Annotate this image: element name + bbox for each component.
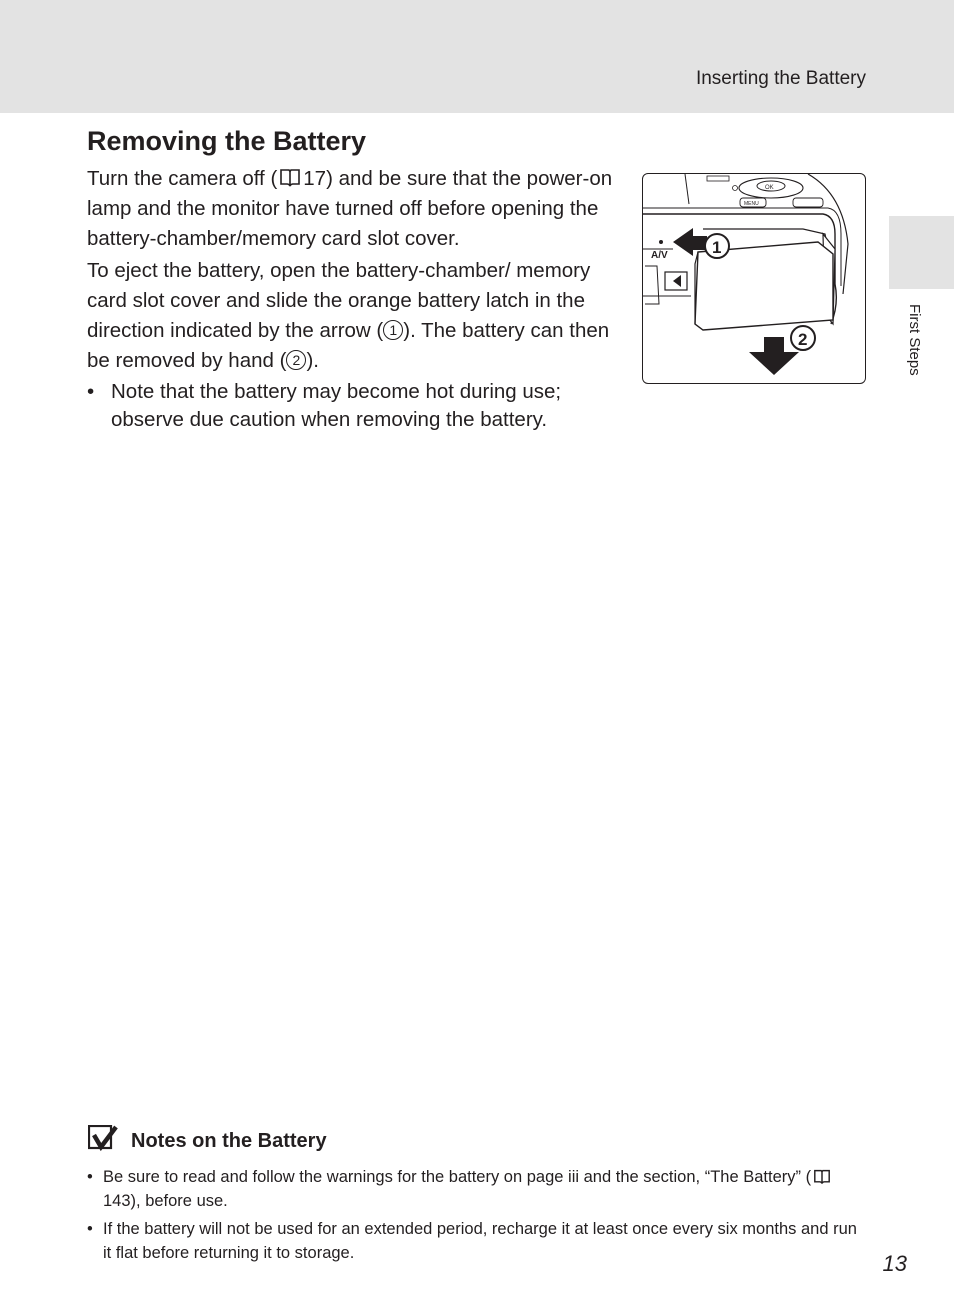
arrow-1-label: 1 — [712, 238, 722, 257]
bullet-dot: • — [87, 1220, 93, 1238]
note-text-part: Be sure to read and follow the warnings for the battery on page iii and the section, “The Battery” ( — [103, 1168, 812, 1186]
paragraph-text: To eject the battery, open the battery-chamber/ memory card slot cover and slide the orange battery latch in the direction indicated by the arrow ( — [87, 259, 591, 342]
notes-title: Notes on the Battery — [131, 1130, 327, 1152]
menu-button-label: MENU — [744, 201, 759, 207]
bullet-item — [87, 378, 607, 434]
note-text — [103, 1165, 857, 1213]
bullet-dot: • — [87, 1168, 93, 1186]
bullet-dot: • — [87, 380, 95, 403]
paragraph-text: Turn the camera off ( — [87, 167, 278, 190]
paragraph-text: ). The battery can then be removed by hand ( — [87, 319, 610, 372]
ok-button-label: OK — [765, 185, 774, 191]
step-2-marker: 2 — [286, 350, 306, 370]
note-text: If the battery will not be used for an extended period, recharge it at least once every six months and run it flat before returning it to storage. — [103, 1220, 857, 1262]
note-text-part: ), before use. — [130, 1192, 228, 1210]
book-icon — [279, 168, 301, 188]
side-tab-label: First Steps — [906, 304, 923, 376]
page-number: 13 — [882, 1251, 907, 1276]
step-1-marker: 1 — [383, 320, 403, 340]
camera-diagram — [643, 174, 866, 384]
running-header: Inserting the Battery — [695, 68, 866, 89]
bullet-text: Note that the battery may become hot during use; observe due caution when removing the battery. — [111, 380, 562, 431]
paragraph-text: ). — [306, 349, 319, 372]
paragraph-eject — [87, 256, 617, 376]
note-item — [87, 1165, 857, 1213]
header-band — [0, 0, 954, 113]
caution-check-icon — [88, 1125, 118, 1155]
section-title: Removing the Battery — [87, 126, 367, 156]
paragraph-text: ) and be sure that the power-on lamp and the monitor have turned off before opening the battery-chamber/memory card slot cover. — [87, 167, 613, 250]
book-icon — [813, 1169, 831, 1185]
page-reference: 17 — [303, 167, 327, 190]
battery-removal-illustration — [642, 173, 866, 384]
arrow-2-label: 2 — [798, 330, 808, 349]
side-tab — [889, 216, 954, 289]
paragraph-turn-off — [87, 164, 617, 254]
note-item — [87, 1217, 857, 1265]
page-reference: 143 — [103, 1192, 131, 1210]
av-port-label: A/V — [651, 250, 668, 261]
